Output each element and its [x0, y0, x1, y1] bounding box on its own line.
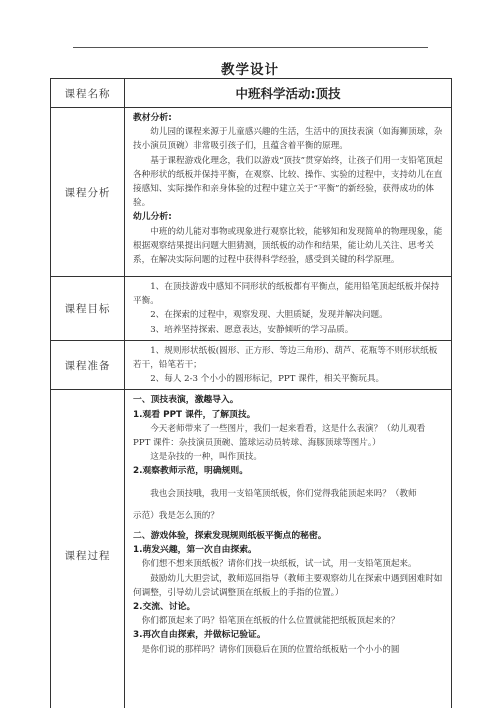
process-section-heading: 二、游戏体验，探索发现规则纸板平衡点的秘密。 — [133, 531, 327, 542]
process-paragraph: 鼓励幼儿大胆尝试，教师巡回指导（教师主要观察幼儿在探索中遇到困难时如何调整，引导幼儿尝试调整顶在纸板上的手指的位置。） — [133, 573, 443, 598]
process-step-heading: 3.再次自由探索，并做标记验证。 — [133, 630, 266, 641]
process-paragraph: 是你们说的那样吗？请你们顶稳后在顶的位置给纸板贴一个小小的圆 — [141, 644, 400, 655]
analysis-heading-material: 教材分析: — [133, 113, 172, 123]
row-prep — [51, 340, 451, 390]
process-cell — [125, 390, 452, 708]
goal-item: 3、培养坚持探索、愿意表达，安静倾听的学习品质。 — [150, 324, 354, 335]
goal-item: 1、在顶技游戏中感知不同形状的纸板都有平衡点，能用铅笔顶起纸板并保持平衡。 — [133, 282, 440, 307]
goals-cell — [125, 277, 452, 341]
page-title: 教学设计 — [221, 62, 279, 78]
course-name-label: 课程名称 — [51, 79, 125, 108]
goals-label: 课程目标 — [51, 277, 125, 341]
process-paragraph: 这是杂技的一种，叫作顶技。 — [150, 452, 262, 463]
process-paragraph: 今天老师带来了一些图片，我们一起来看看，这是什么表演？（幼儿观看 PPT 课件：杂技演员顶碗、篮球运动员转球、海豚顶球等图片。） — [133, 423, 426, 449]
analysis-paragraph: 基于课程游戏化理念，我们以游戏“顶技”贯穿始终，让孩子们用一支铅笔顶起各种形状的纸板并保持平衡，在观察、比较、操作、实验的过程中，支持幼儿在直接感知、实际操作和亲身体验的过程中建立关于“平衡”的新经验，获得成功的体验。 — [133, 155, 443, 209]
analysis-paragraph: 中班的幼儿能对事物或现象进行观察比较，能够知和发现简单的物理现象，能根据观察结果提出问题大胆猜测，顶纸板的动作和结果，能让幼儿关注、思考关系，在解决实际问题的过程中获得科学经验，感受到关键的科学原理。 — [133, 226, 443, 266]
process-label: 课程过程 — [51, 390, 125, 708]
prep-cell — [125, 340, 452, 390]
process-step-heading: 2.观察教师示范，明确规则。 — [133, 466, 249, 477]
row-goals — [51, 277, 451, 341]
analysis-heading-children: 幼儿分析: — [133, 212, 172, 223]
process-paragraph: 我也会顶技哦，我用一支铅笔顶纸板，你们觉得我能顶起来吗？（教师 — [150, 488, 417, 499]
lesson-plan-table-frame — [50, 78, 452, 708]
process-step-heading: 1.观看 PPT 课件，了解顶技。 — [133, 409, 256, 420]
row-course-name — [51, 79, 451, 108]
analysis-paragraph: 幼儿园的课程来源于儿童感兴趣的生活，生活中的顶技表演（如海狮顶球，杂技小演员顶碗）非常吸引孩子们，且蕴含着平衡的原理。 — [133, 127, 443, 152]
header-rule — [73, 47, 428, 48]
goal-item: 2、在探索的过程中，观察发现、大胆质疑，发现并解决问题。 — [150, 310, 388, 321]
process-step-heading: 2.交流、讨论。 — [133, 602, 196, 613]
process-step-heading: 1.萌发兴趣，第一次自由探索。 — [133, 545, 257, 556]
lesson-plan-table — [51, 79, 451, 708]
analysis-cell — [125, 108, 452, 277]
course-name-value: 中班科学活动:顶技 — [125, 79, 452, 108]
process-section-heading: 一、顶技表演，激趣导入。 — [133, 395, 239, 406]
process-paragraph: 示范）我是怎么顶的？ — [133, 510, 219, 521]
process-paragraph: 你们都顶起来了吗？铅笔顶在纸板的什么位置就能把纸板顶起来的？ — [141, 616, 400, 627]
prep-item: 1、规则形状纸板(圆形、正方形、等边三角形)、葫芦、花瓶等不则形状纸板若干，铅笔若干； — [133, 345, 438, 371]
row-analysis — [51, 108, 451, 277]
analysis-label: 课程分析 — [51, 108, 125, 277]
row-process — [51, 390, 451, 708]
process-paragraph: 你们想不想来顶纸板？请你们找一块纸板，试一试，用一支铅笔顶起来。 — [141, 559, 417, 570]
prep-item: 2、每人 2-3 个小小的圆形标记，PPT 课件，相关平衡玩具。 — [150, 374, 385, 385]
prep-label: 课程准备 — [51, 340, 125, 390]
